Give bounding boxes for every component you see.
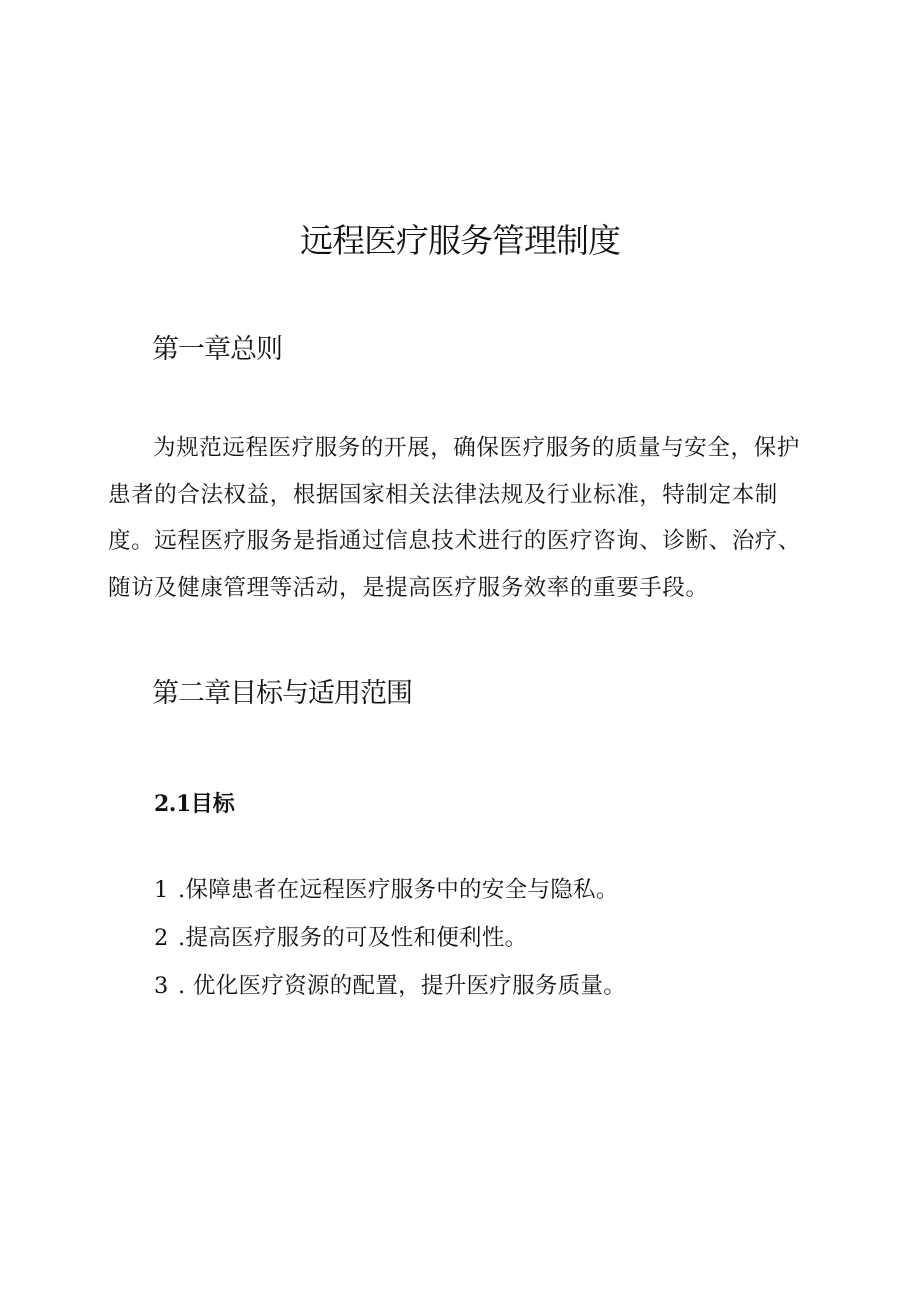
section-label: 目标 — [190, 792, 235, 817]
document-title: 远程医疗服务管理制度 — [300, 221, 620, 260]
list-item — [154, 914, 626, 962]
chapter-1-paragraph: 为规范远程医疗服务的开展，确保医疗服务的质量与安全，保护患者的合法权益，根据国家相关法律法规及行业标准，特制定本制度。远程医疗服务是指通过信息技术进行的医疗咨询、诊断、治疗、随访及健康管理等活动，是提高医疗服务效率的重要手段。 — [108, 435, 802, 601]
list-item — [154, 866, 626, 914]
list-item-index: 2 — [154, 925, 169, 951]
list-item-text: . 优化医疗资源的配置，提升医疗服务质量。 — [178, 973, 627, 999]
goals-list — [154, 866, 626, 1010]
list-item-text: .提高医疗服务的可及性和便利性。 — [178, 925, 528, 951]
section-2-1-heading — [154, 787, 235, 822]
list-item-index: 3 — [154, 973, 169, 999]
chapter-1-heading: 第一章总则 — [152, 334, 282, 365]
list-item-text: .保障患者在远程医疗服务中的安全与隐私。 — [178, 877, 619, 903]
list-item-index: 1 — [154, 877, 169, 903]
list-item — [154, 962, 626, 1010]
chapter-2-heading: 第二章目标与适用范围 — [152, 678, 412, 709]
section-number: 2.1 — [154, 791, 191, 817]
